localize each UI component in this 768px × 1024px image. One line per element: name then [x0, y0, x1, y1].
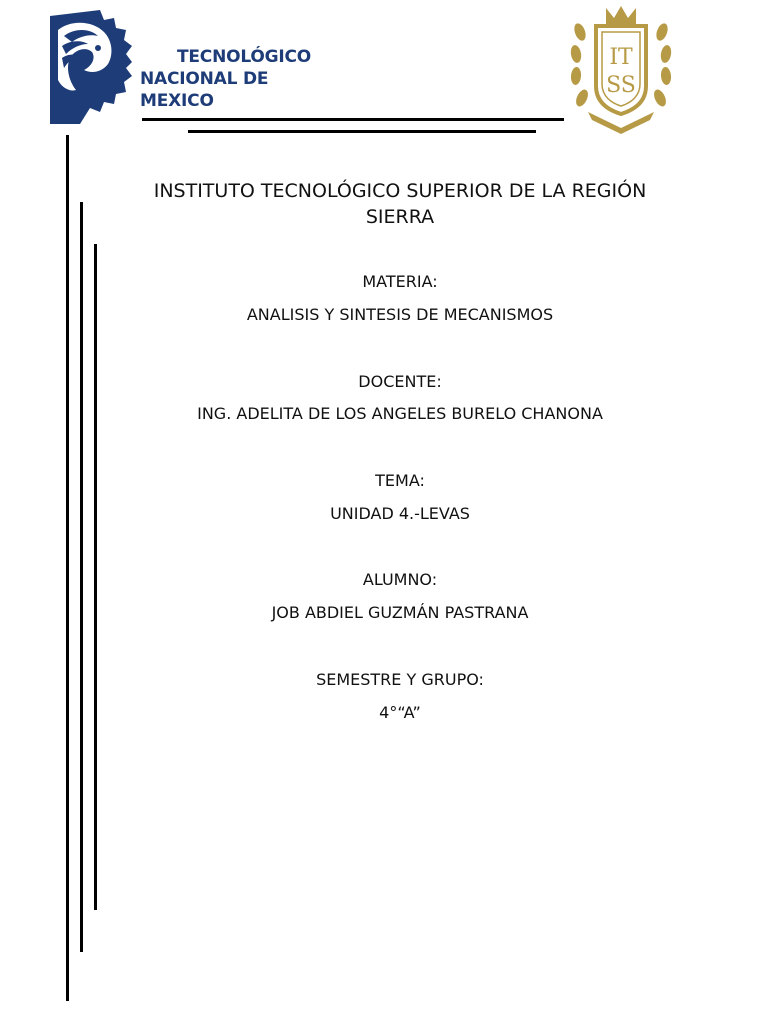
tecnm-logo [40, 6, 136, 128]
margin-rule-inner [94, 244, 97, 910]
header-rule-bottom [188, 130, 536, 133]
student-value: JOB ABDIEL GUZMÁN PASTRANA [271, 603, 529, 622]
itss-logo-text-bottom: SS [606, 73, 636, 98]
teacher-label: DOCENTE: [358, 372, 442, 391]
margin-rule-middle [80, 202, 83, 952]
semester-label: SEMESTRE Y GRUPO: [316, 670, 484, 689]
itss-logo-text-top: IT [609, 45, 633, 70]
topic-value: UNIDAD 4.-LEVAS [330, 504, 470, 523]
tecnm-wordmark-line1: TECNOLÓGICO [177, 47, 312, 67]
institute-title: INSTITUTO TECNOLÓGICO SUPERIOR DE LA REGIÓN SIERRA [153, 180, 647, 228]
margin-rule-outer [66, 135, 69, 1001]
header-rule-top [142, 118, 564, 121]
subject-label: MATERIA: [362, 272, 438, 291]
teacher-value: ING. ADELITA DE LOS ANGELES BURELO CHANONA [197, 404, 603, 423]
subject-value: ANALISIS Y SINTESIS DE MECANISMOS [246, 305, 554, 324]
tecnm-wordmark-line2: NACIONAL DE MEXICO [140, 69, 269, 111]
topic-label: TEMA: [375, 471, 425, 490]
tecnm-wordmark [140, 46, 340, 112]
student-label: ALUMNO: [362, 570, 438, 589]
semester-value: 4°“A” [379, 703, 421, 722]
itss-logo [566, 2, 676, 134]
